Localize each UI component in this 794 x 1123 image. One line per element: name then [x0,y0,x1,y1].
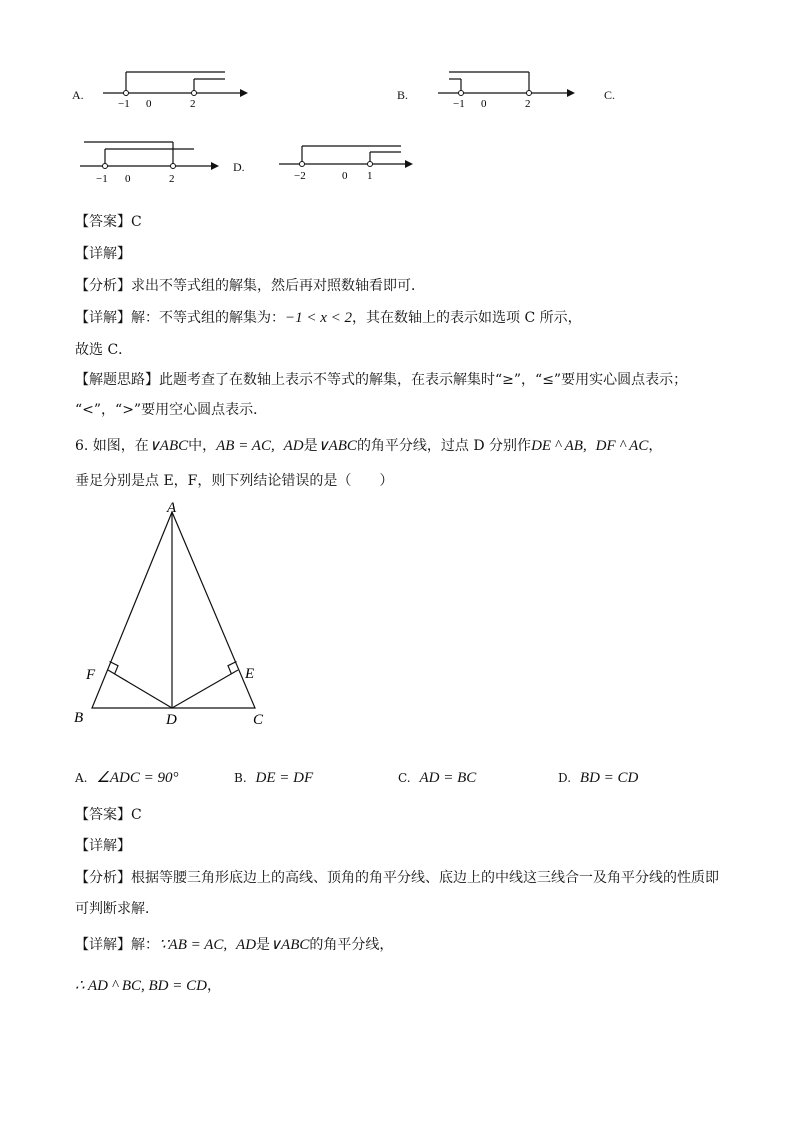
tick-label: −2 [294,170,306,182]
option-b-label: B. [397,88,409,102]
q6-detail-heading: 【详解】 [75,838,131,854]
tick-label: 0 [342,170,348,182]
q6-option-a: A. ∠ADC = 90° [75,770,179,786]
tick-label: −1 [96,173,108,185]
q5-analysis: 【分析】求出不等式组的解集，然后再对照数轴看即可． [75,278,425,294]
tick-label: 1 [367,170,373,182]
q6-option-b: B. DE = DF [234,770,314,786]
option-d-label: D. [233,160,245,174]
q6-option-d: D. BD = CD [558,770,639,786]
tick-label: 2 [169,173,175,185]
q6-therefore: ∴ AD ^ BC, BD = CD， [75,978,221,994]
vertex-label-c: C [253,712,264,728]
point-label-e: E [245,666,255,682]
point-label-f: F [86,667,96,683]
q6-analysis-line1: 【分析】根据等腰三角形底边上的高线、顶角的角平分线、底边上的中线这三线合一及角平分线的性质即 [75,870,719,886]
numberline-c [76,135,236,187]
tick-label: 0 [481,98,487,110]
q6-answer: 【答案】C [75,807,142,823]
numberline-a [95,62,255,112]
tick-label: 2 [525,98,531,110]
q5-idea-line2: “<”，“>”要用空心圆点表示． [75,402,268,418]
vertex-label-a: A [167,500,177,516]
numberline-b [430,62,590,112]
q5-detail-heading: 【详解】 [75,246,131,262]
point-label-d: D [166,712,177,728]
q6-detail: 【详解】解：∵AB = AC, AD是∨ABC的角平分线， [75,937,394,953]
tick-label: −1 [118,98,130,110]
tick-label: 0 [125,173,131,185]
option-a-label: A. [72,88,84,102]
q5-idea-line1: 【解题思路】此题考查了在数轴上表示不等式的解集，在表示解集时“≥”，“≤”要用实心圆点表示； [75,372,688,388]
q5-conclusion: 故选 C． [75,342,133,358]
option-c-label: C. [604,88,616,102]
tick-label: −1 [453,98,465,110]
triangle-figure [66,495,286,735]
tick-label: 2 [190,98,196,110]
q6-option-c: C. AD = BC [398,770,477,786]
q6-question-line2: 垂足分别是点 E，F，则下列结论错误的是（ ） [75,473,394,489]
q5-detail: 【详解】解：不等式组的解集为：−1 < x < 2，其在数轴上的表示如选项 C 所示， [75,310,582,326]
tick-label: 0 [146,98,152,110]
q6-question-line1: 6. 如图，在∨ABC中，AB = AC, AD是∨ABC的角平分线，过点 D 分别作DE ^ AB, DF ^ AC， [75,438,663,454]
q6-analysis-line2: 可判断求解． [75,901,159,917]
vertex-label-b: B [74,710,84,726]
numberline-d [275,137,425,187]
q5-answer: 【答案】C [75,214,142,230]
